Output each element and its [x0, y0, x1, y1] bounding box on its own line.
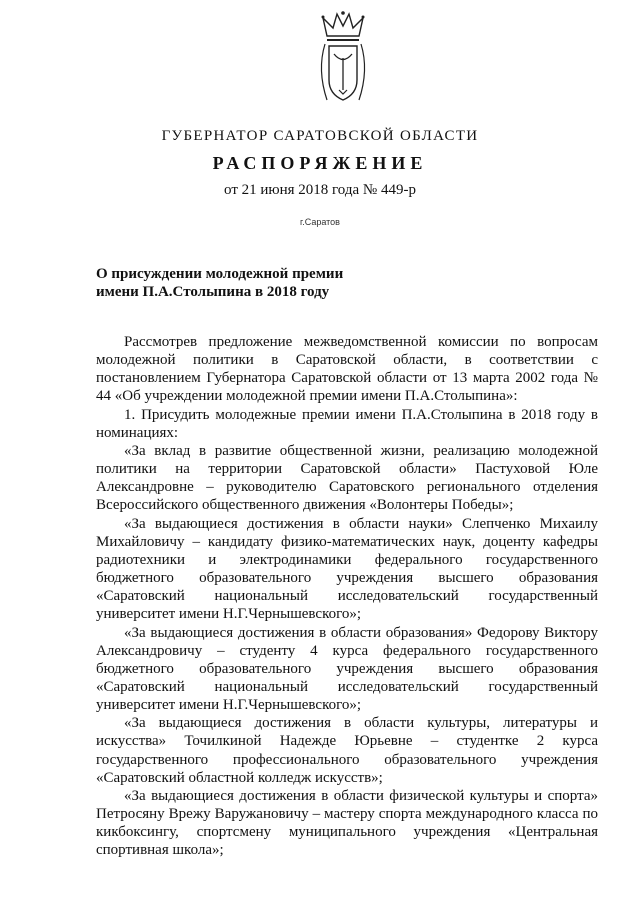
paragraph-preamble: Рассмотрев предложение межведомственной комиссии по вопросам молодежной политики в Саратовской области, в соответствии с постановлением Губернатора Саратовской области от 13 марта 2002 года № 44 «Об учреждении молодежной премии имени П.А.Столыпина»:	[96, 334, 598, 405]
document-type-title: РАСПОРЯЖЕНИЕ	[212, 153, 428, 173]
document-body	[96, 333, 598, 860]
paragraph-nomination-science: «За выдающиеся достижения в области науки» Слепченко Михаилу Михайловичу – кандидату физико-математических наук, доценту кафедры радиотехники и электродинамики федерального государственного бюджетного образовательного учреждения высшего образования «Саратовский национальный исследовательский государственный университет имени Н.Г.Чернышевского»;	[96, 515, 598, 623]
document-subject	[96, 265, 343, 301]
paragraph-nomination-culture: «За выдающиеся достижения в области культуры, литературы и искусства» Точилкиной Надежде Юрьевне – студентке 2 курса государственного профессионального образовательного учреждения «Саратовский областной колледж искусств»;	[96, 715, 598, 786]
paragraph-nomination-education: «За выдающиеся достижения в области образования» Федорову Виктору Александровичу – студенту 4 курса федерального государственного бюджетного образовательного учреждения высшего образования «Саратовский национальный исследовательский государственный университет имени Н.Г.Чернышевского»;	[96, 624, 598, 714]
paragraph-item-1: 1. Присудить молодежные премии имени П.А.Столыпина в 2018 году в номинациях:	[96, 406, 598, 441]
paragraph-nomination-public-life: «За вклад в развитие общественной жизни, реализацию молодежной политики на территории Саратовской области» Пастуховой Юле Александровне – руководителю Саратовского регионального отделения Всероссийского общественного движения «Волонтеры Победы»;	[96, 442, 598, 514]
subject-line-1: О присуждении молодежной премии	[96, 266, 344, 282]
subject-line-2: имени П.А.Столыпина в 2018 году	[96, 284, 330, 300]
document-date-number: от 21 июня 2018 года № 449-р	[224, 182, 416, 198]
authority-heading: ГУБЕРНАТОР САРАТОВСКОЙ ОБЛАСТИ	[161, 128, 479, 144]
paragraph-nomination-sport: «За выдающиеся достижения в области физической культуры и спорта» Петросяну Врежу Варужановичу – мастеру спорта международного класса по кикбоксингу, спортсмену муниципального учреждения «Центральная спортивная школа»;	[96, 787, 598, 859]
coat-of-arms-icon	[313, 10, 373, 110]
document-city: г.Саратов	[300, 217, 340, 227]
